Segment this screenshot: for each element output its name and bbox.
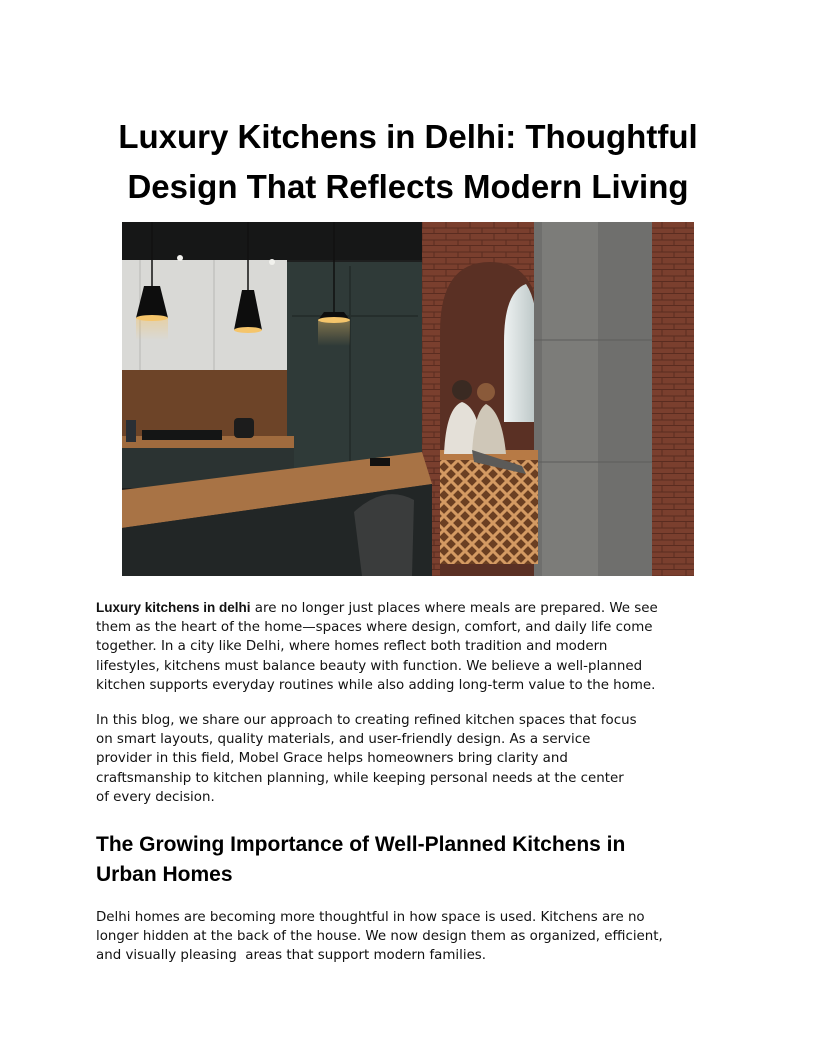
section-heading bbox=[96, 830, 736, 890]
intro-line: them as the heart of the home—spaces where design, comfort, and daily life come bbox=[96, 620, 653, 636]
section-heading-line: Urban Homes bbox=[96, 863, 233, 886]
section-line: Delhi homes are becoming more thoughtful in how space is used. Kitchens are no bbox=[96, 910, 645, 925]
intro-line: lifestyles, kitchens must balance beauty with function. We believe a well-planned bbox=[96, 658, 643, 674]
section-line: and visually pleasing areas that support modern families. bbox=[96, 948, 487, 964]
kitchen-illustration bbox=[122, 222, 694, 576]
blog-paragraph bbox=[96, 711, 726, 807]
article-title bbox=[60, 112, 756, 212]
intro-line: kitchen supports everyday routines while also adding long-term value to the home. bbox=[96, 677, 656, 693]
hero-kitchen-photo bbox=[122, 222, 694, 576]
intro-paragraph bbox=[96, 598, 726, 695]
intro-lead-phrase: Luxury kitchens in delhi bbox=[96, 600, 251, 615]
title-line: Luxury Kitchens in Delhi: Thoughtful bbox=[118, 118, 698, 155]
section-paragraph bbox=[96, 908, 726, 966]
section-heading-line: The Growing Importance of Well-Planned Kitchens in bbox=[96, 833, 626, 856]
intro-line: together. In a city like Delhi, where homes reflect both tradition and modern bbox=[96, 639, 608, 655]
blog-line: on smart layouts, quality materials, and user-friendly design. As a service bbox=[96, 732, 591, 748]
blog-line: craftsmanship to kitchen planning, while keeping personal needs at the center bbox=[96, 770, 624, 786]
blog-line: In this blog, we share our approach to creating refined kitchen spaces that focus bbox=[96, 713, 637, 728]
section-line: longer hidden at the back of the house. We now design them as organized, efficient, bbox=[96, 929, 663, 945]
blog-line: of every decision. bbox=[96, 789, 215, 805]
intro-line: are no longer just places where meals are prepared. We see bbox=[250, 601, 658, 616]
blog-line: provider in this field, Mobel Grace helps homeowners bring clarity and bbox=[96, 751, 568, 767]
title-line: Design That Reflects Modern Living bbox=[127, 168, 689, 205]
